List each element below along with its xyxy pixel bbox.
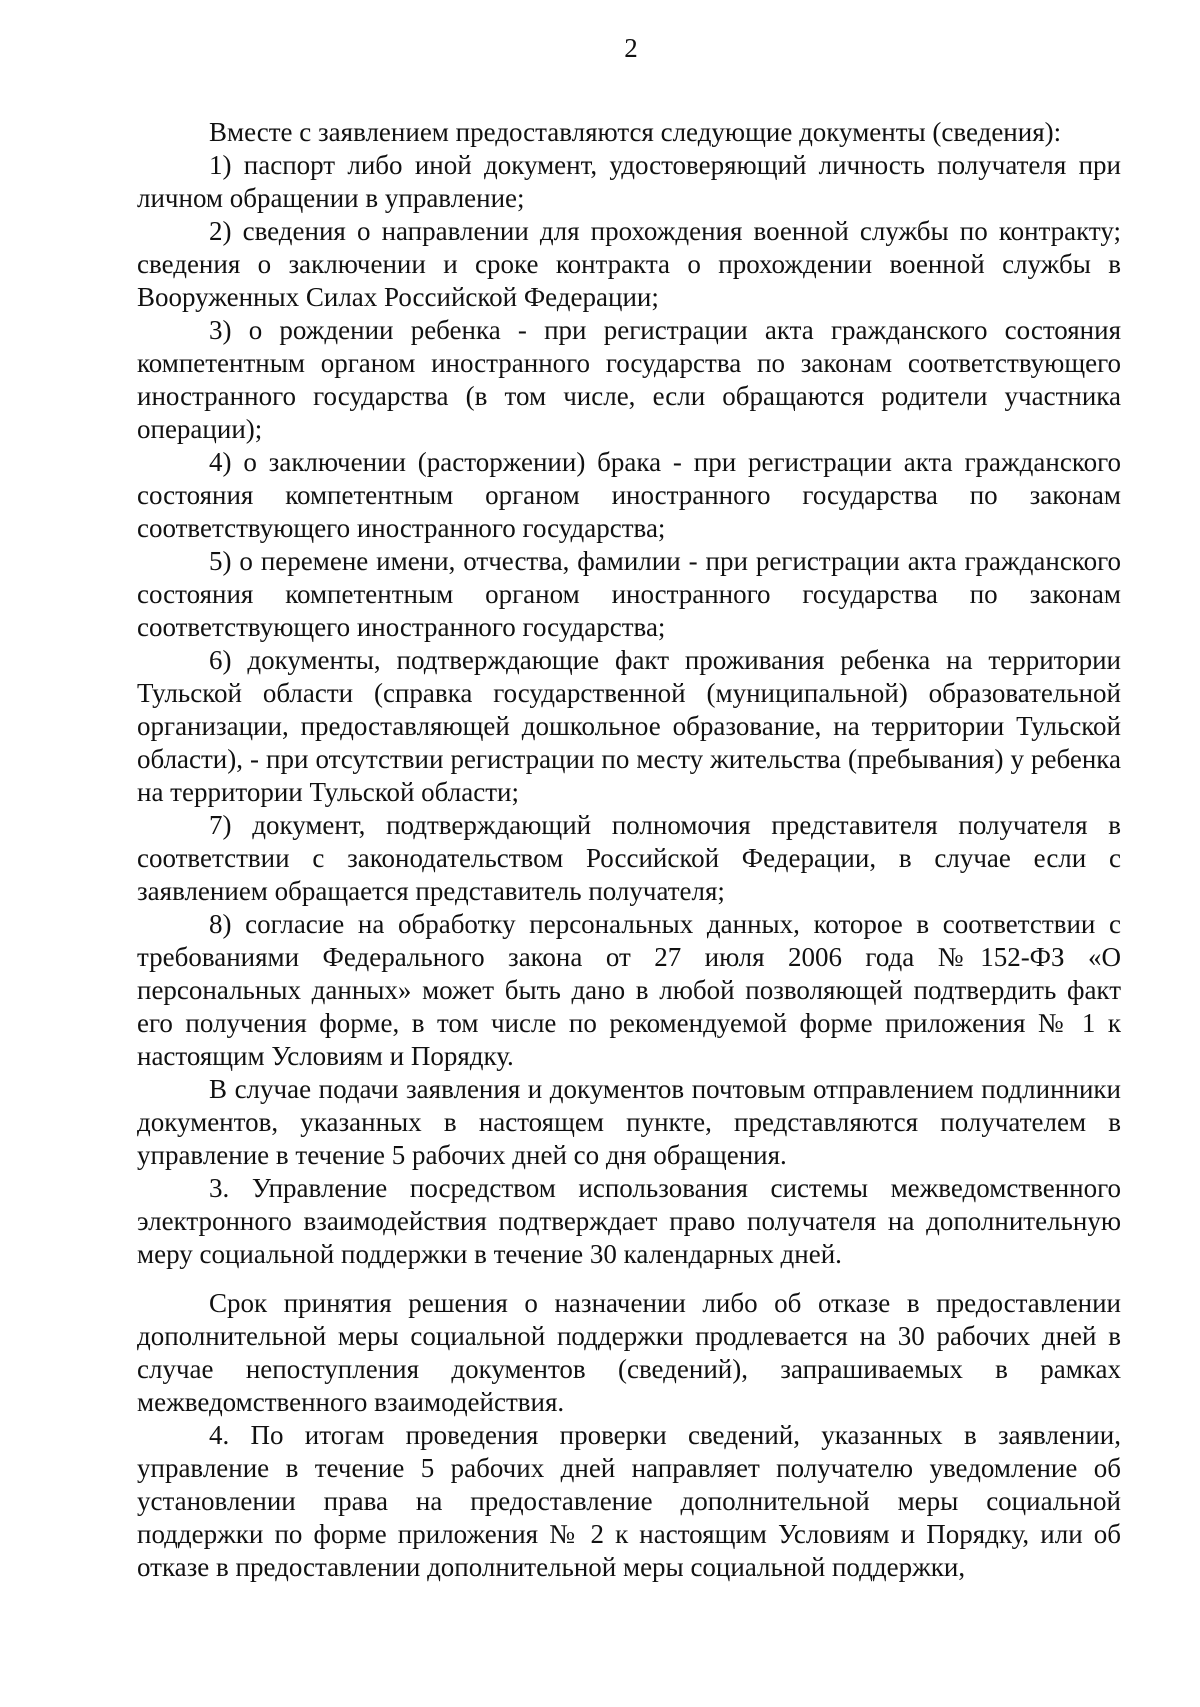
paragraph-point-4: 4. По итогам проведения проверки сведений, указанных в заявлении, управление в течение 5 рабочих дней направляет получателю уведомление об установлении права на предоставление дополнительной меры социальной поддержки по форме приложения № 2 к настоящим Условиям и Порядку, или об отказе в предоставлении дополнительной меры социальной поддержки, [137,1420,1121,1582]
paragraph-intro: Вместе с заявлением предоставляются следующие документы (сведения): [209,117,1062,147]
list-item-7: 7) документ, подтверждающий полномочия представителя получателя в соответствии с законодательством Российской Федерации, в случае если с заявлением обращается представитель получателя; [137,810,1121,906]
list-item-1: 1) паспорт либо иной документ, удостоверяющий личность получателя при личном обращении в управление; [137,150,1121,213]
document-body [137,116,1121,1584]
list-item-5: 5) о перемене имени, отчества, фамилии - при регистрации акта гражданского состояния компетентным органом иностранного государства по законам соответствующего иностранного государства; [137,546,1121,642]
list-item-3: 3) о рождении ребенка - при регистрации акта гражданского состояния компетентным органом иностранного государства по законам соответствующего иностранного государства (в том числе, если обращаются родители участника операции); [137,315,1121,444]
list-item-6: 6) документы, подтверждающие факт проживания ребенка на территории Тульской области (справка государственной (муниципальной) образовательной организации, предоставляющей дошкольное образование, на территории Тульской области), - при отсутствии регистрации по месту жительства (пребывания) у ребенка на территории Тульской области; [137,645,1121,807]
paragraph-postal: В случае подачи заявления и документов почтовым отправлением подлинники документов, указанных в настоящем пункте, представляются получателем в управление в течение 5 рабочих дней со дня обращения. [137,1074,1121,1170]
list-item-8: 8) согласие на обработку персональных данных, которое в соответствии с требованиями Федерального закона от 27 июля 2006 года №152-ФЗ «О персональных данных» может быть дано в любой позволяющей подтвердить факт его получения форме, в том числе по рекомендуемой форме приложения № 1 к настоящим Условиям и Порядку. [137,909,1121,1071]
paragraph-point-3: 3. Управление посредством использования системы межведомственного электронного взаимодействия подтверждает право получателя на дополнительную меру социальной поддержки в течение 30 календарных дней. [137,1173,1121,1269]
list-item-2: 2) сведения о направлении для прохождения военной службы по контракту; сведения о заключении и сроке контракта о прохождении военной службы в Вооруженных Силах Российской Федерации; [137,216,1121,312]
paragraph-deadline: Срок принятия решения о назначении либо об отказе в предоставлении дополнительной меры социальной поддержки продлевается на 30 рабочих дней в случае непоступления документов (сведений), запрашиваемых в рамках межведомственного взаимодействия. [137,1288,1121,1417]
page-number: 2 [624,33,638,63]
list-item-4: 4) о заключении (расторжении) брака - при регистрации акта гражданского состояния компетентным органом иностранного государства по законам соответствующего иностранного государства; [137,447,1121,543]
